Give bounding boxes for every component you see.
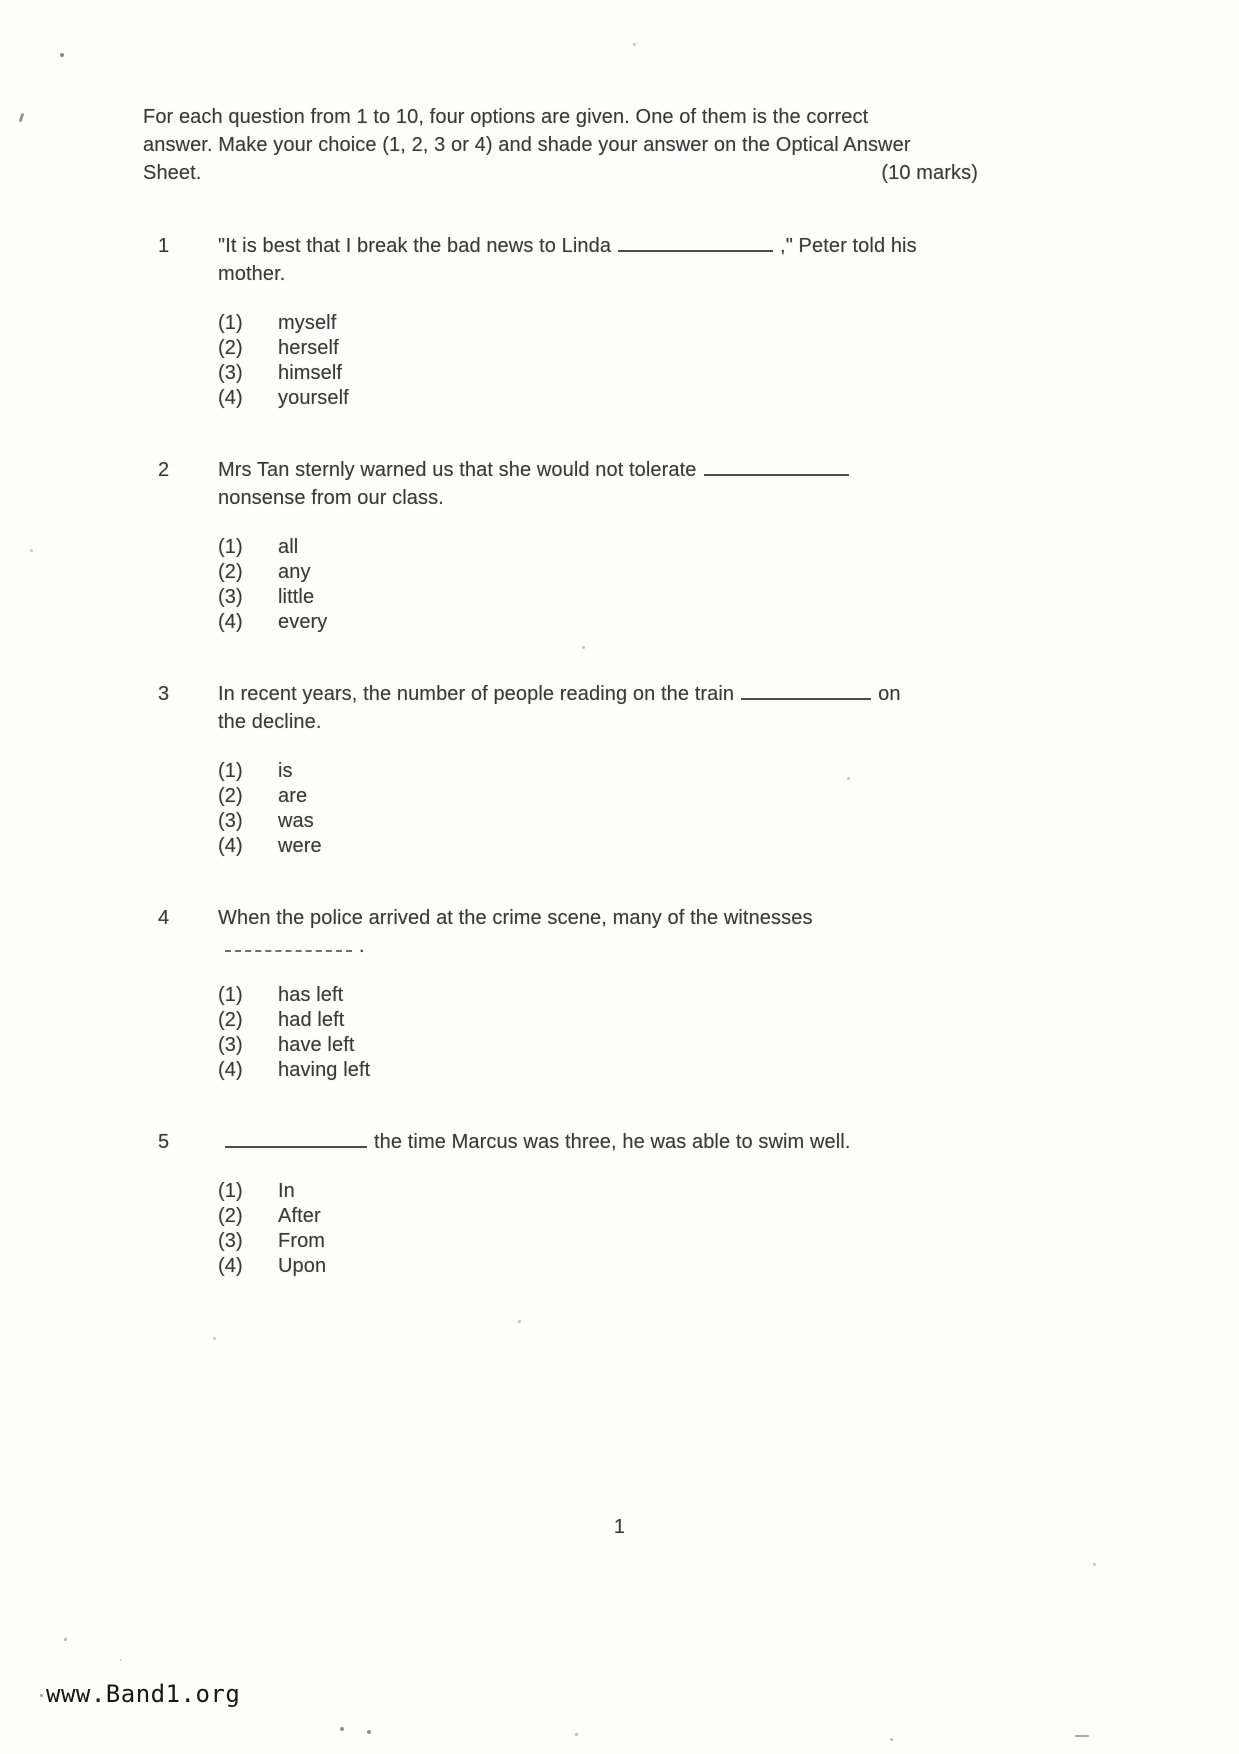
option-number: (2)	[218, 337, 243, 359]
question	[143, 680, 983, 859]
option-row	[218, 386, 1053, 411]
question-stem	[218, 232, 1053, 288]
scan-speck	[582, 646, 585, 649]
stem-text: the time Marcus was three, he was able to swim well.	[374, 1131, 851, 1153]
scan-speck	[64, 1638, 67, 1641]
stem-text: In recent years, the number of people reading on the train	[218, 683, 735, 705]
option-text: yourself	[278, 387, 349, 409]
option-number: (4)	[218, 1255, 243, 1277]
question-body	[218, 1128, 1053, 1279]
stem-text: Mrs Tan sternly warned us that she would not tolerate	[218, 459, 697, 481]
answer-blank	[225, 1133, 367, 1148]
option-number: (2)	[218, 561, 243, 583]
option-row	[218, 336, 1053, 361]
option-text: myself	[278, 312, 337, 334]
stem-text: the decline.	[218, 711, 322, 733]
instructions	[143, 103, 983, 187]
scan-speck	[518, 1320, 521, 1323]
option-row	[218, 1008, 1053, 1033]
option-row	[218, 784, 1053, 809]
option-row	[218, 535, 1053, 560]
option-row	[218, 560, 1053, 585]
scan-speck	[19, 113, 25, 122]
question-number: 4	[158, 907, 170, 929]
option-text: himself	[278, 362, 343, 384]
option-number: (1)	[218, 312, 243, 334]
scan-speck	[60, 53, 64, 57]
scan-speck	[890, 1738, 893, 1741]
options-list	[218, 759, 1053, 859]
scan-speck	[30, 549, 33, 552]
scan-speck	[633, 43, 636, 46]
question-body	[218, 232, 1053, 411]
question-stem	[218, 1128, 1053, 1156]
option-text: was	[278, 810, 314, 832]
question-number: 2	[158, 459, 170, 481]
option-text: herself	[278, 337, 339, 359]
option-text: having left	[278, 1059, 371, 1081]
question-number: 5	[158, 1131, 170, 1153]
option-text: After	[278, 1205, 321, 1227]
question	[143, 456, 983, 635]
scan-speck	[120, 1659, 122, 1661]
scan-speck	[340, 1727, 344, 1731]
scan-speck	[575, 1733, 578, 1736]
option-number: (2)	[218, 785, 243, 807]
option-text: were	[278, 835, 322, 857]
options-list	[218, 1179, 1053, 1279]
option-row	[218, 311, 1053, 336]
answer-blank	[741, 685, 871, 700]
option-number: (3)	[218, 1230, 243, 1252]
options-list	[218, 311, 1053, 411]
option-text: any	[278, 561, 311, 583]
footer-site-url: www.Band1.org	[46, 1680, 241, 1708]
scan-speck	[213, 1337, 216, 1340]
answer-blank	[618, 237, 773, 252]
option-row	[218, 1179, 1053, 1204]
question	[143, 232, 983, 411]
options-list	[218, 983, 1053, 1083]
answer-blank	[704, 461, 849, 476]
page-content	[143, 103, 983, 1279]
question-list	[143, 232, 983, 1279]
option-number: (4)	[218, 611, 243, 633]
option-text: had left	[278, 1009, 345, 1031]
option-text: have left	[278, 1034, 355, 1056]
scan-speck	[847, 777, 850, 780]
stem-text: .	[359, 935, 365, 957]
option-text: every	[278, 611, 328, 633]
option-row	[218, 361, 1053, 386]
scan-speck	[40, 1694, 43, 1697]
option-number: (1)	[218, 536, 243, 558]
question-stem	[218, 456, 1053, 512]
option-number: (3)	[218, 362, 243, 384]
option-number: (4)	[218, 1059, 243, 1081]
marks-label: (10 marks)	[881, 162, 978, 184]
option-row	[218, 759, 1053, 784]
stem-text: "It is best that I break the bad news to Linda	[218, 235, 612, 257]
question	[143, 904, 983, 1083]
question-number: 3	[158, 683, 170, 705]
option-row	[218, 809, 1053, 834]
scan-speck	[1075, 1735, 1089, 1737]
option-row	[218, 1204, 1053, 1229]
option-text: all	[278, 536, 299, 558]
question-stem	[218, 904, 1053, 960]
stem-text: When the police arrived at the crime scene, many of the witnesses	[218, 907, 813, 929]
option-number: (3)	[218, 586, 243, 608]
option-row	[218, 1058, 1053, 1083]
option-number: (4)	[218, 835, 243, 857]
option-text: little	[278, 586, 315, 608]
instructions-line-3	[143, 159, 978, 187]
answer-blank	[225, 937, 352, 952]
stem-text: ," Peter told his	[780, 235, 917, 257]
option-number: (3)	[218, 1034, 243, 1056]
option-number: (1)	[218, 984, 243, 1006]
option-text: From	[278, 1230, 326, 1252]
option-number: (1)	[218, 1180, 243, 1202]
option-number: (1)	[218, 760, 243, 782]
option-text: Upon	[278, 1255, 327, 1277]
stem-text: mother.	[218, 263, 286, 285]
option-row	[218, 983, 1053, 1008]
question-stem	[218, 680, 1053, 736]
stem-text: nonsense from our class.	[218, 487, 444, 509]
instructions-line-3-text: Sheet.	[143, 162, 202, 184]
question-body	[218, 904, 1053, 1083]
page-number: 1	[613, 1516, 626, 1538]
question-number: 1	[158, 235, 170, 257]
option-text: are	[278, 785, 308, 807]
instructions-line-1: For each question from 1 to 10, four options are given. One of them is the correct	[143, 106, 869, 128]
options-list	[218, 535, 1053, 635]
option-number: (2)	[218, 1205, 243, 1227]
question-body	[218, 456, 1053, 635]
scan-speck	[367, 1730, 371, 1734]
option-row	[218, 585, 1053, 610]
question-body	[218, 680, 1053, 859]
stem-text: on	[878, 683, 901, 705]
option-text: has left	[278, 984, 344, 1006]
option-number: (4)	[218, 387, 243, 409]
option-number: (3)	[218, 810, 243, 832]
question	[143, 1128, 983, 1279]
scan-speck	[1093, 1563, 1096, 1566]
option-row	[218, 1033, 1053, 1058]
option-row	[218, 834, 1053, 859]
instructions-line-2: answer. Make your choice (1, 2, 3 or 4) and shade your answer on the Optical Answer	[143, 134, 911, 156]
option-row	[218, 1229, 1053, 1254]
option-text: is	[278, 760, 293, 782]
option-text: In	[278, 1180, 295, 1202]
option-number: (2)	[218, 1009, 243, 1031]
option-row	[218, 1254, 1053, 1279]
option-row	[218, 610, 1053, 635]
